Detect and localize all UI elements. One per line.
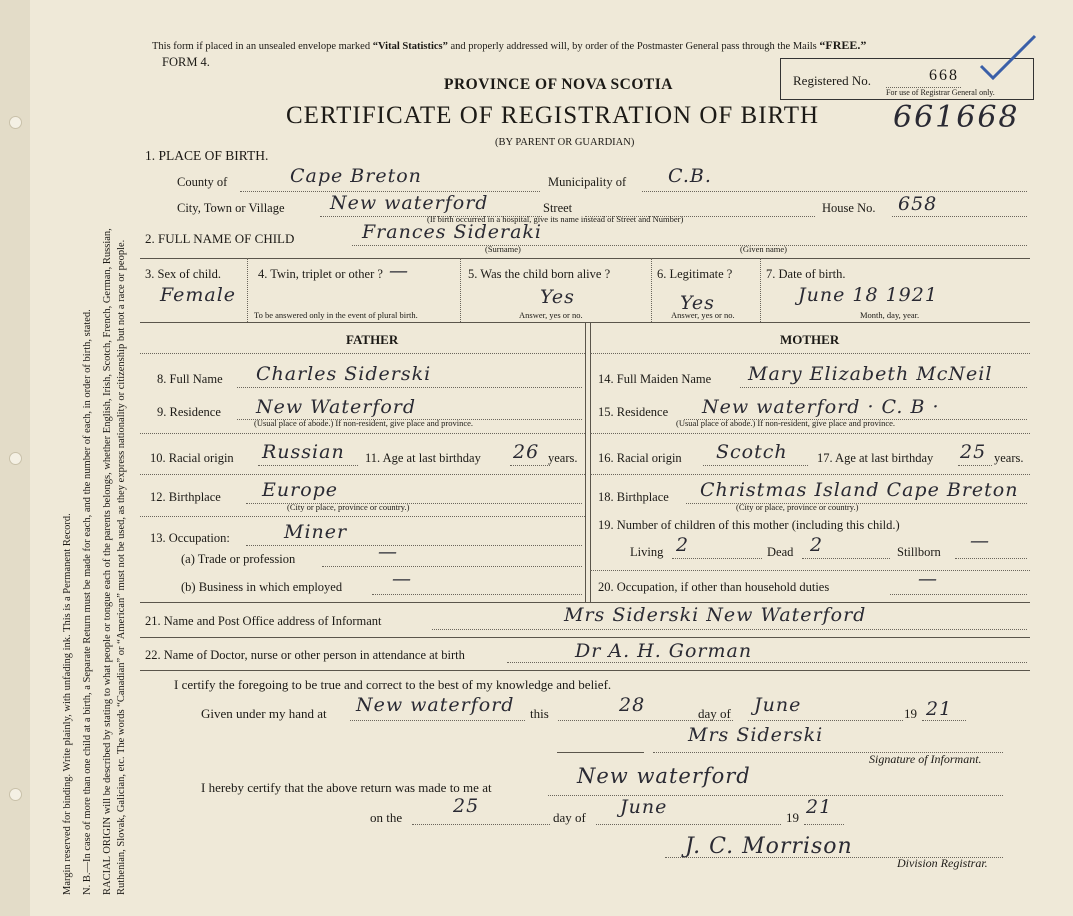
registrar-text: I hereby certify that the above return was made to me at xyxy=(201,780,492,795)
father-race-label: 10. Racial origin xyxy=(150,451,234,465)
mother-residence-value: New waterford · C. B · xyxy=(702,396,940,418)
father-name-label: 8. Full Name xyxy=(157,372,223,386)
business-value: — xyxy=(392,568,412,590)
alive-label: 5. Was the child born alive ? xyxy=(468,267,611,281)
county-label: County of xyxy=(177,175,228,189)
registrar-year-prefix: 19 xyxy=(786,810,799,825)
county-value: Cape Breton xyxy=(290,165,422,187)
year-prefix: 19 xyxy=(904,706,917,721)
mother-heading: MOTHER xyxy=(780,332,840,347)
notice-text-2: and properly addressed will, by order of the Postmaster General pass through the Mails xyxy=(447,41,820,52)
punch-hole xyxy=(9,116,22,129)
subtitle: (BY PARENT OR GUARDIAN) xyxy=(495,137,635,148)
binding-margin xyxy=(0,0,30,916)
doctor-value: Dr A. H. Gorman xyxy=(575,640,753,662)
father-occupation-value: Miner xyxy=(284,521,348,543)
mother-race-label: 16. Racial origin xyxy=(598,451,682,465)
surname-note: (Surname) xyxy=(485,244,521,254)
alive-note: Answer, yes or no. xyxy=(519,310,583,320)
mother-birthplace-label: 18. Birthplace xyxy=(598,490,669,504)
margin-line-1: Margin reserved for binding. Write plainly, with unfading ink. This is a Permanent Record. xyxy=(62,513,73,895)
city-value: New waterford xyxy=(330,192,489,214)
father-age-years: years. xyxy=(548,451,578,465)
margin-line-2: N. B.—In case of more than one child at a birth, a Separate Return must be made for each, and the number of each, in order of birth, stated. xyxy=(82,309,93,895)
mother-age-value: 25 xyxy=(960,441,987,463)
page-title: CERTIFICATE OF REGISTRATION OF BIRTH xyxy=(286,102,820,129)
stillborn-value: — xyxy=(970,530,990,552)
margin-line-4: Ruthenian, Slovak, Galician, etc. The words “Canadian” or “American” must not be used, as they express nationality or citizenship but not a race or people. xyxy=(116,239,127,895)
dob-label: 7. Date of birth. xyxy=(766,267,846,281)
informant-label: 21. Name and Post Office address of Informant xyxy=(145,614,382,628)
registered-note: For use of Registrar General only. xyxy=(886,88,995,97)
this-day-value: 28 xyxy=(619,694,646,716)
on-the-label: on the xyxy=(370,810,403,825)
mother-residence-note: (Usual place of abode.) If non-resident, give place and province. xyxy=(676,418,896,428)
certify-text: I certify the foregoing to be true and correct to the best of my knowledge and belief. xyxy=(174,677,612,692)
dob-value: June 18 1921 xyxy=(798,284,938,306)
father-birthplace-label: 12. Birthplace xyxy=(150,490,221,504)
legitimate-value: Yes xyxy=(680,292,715,314)
dead-value: 2 xyxy=(810,534,824,556)
given-label: Given under my hand at xyxy=(201,706,327,721)
registrar-year-value: 21 xyxy=(806,796,833,818)
notice-quoted: “Vital Statistics” xyxy=(372,41,448,52)
mother-residence-label: 15. Residence xyxy=(598,405,669,419)
sex-label: 3. Sex of child. xyxy=(145,267,222,281)
street-label: Street xyxy=(543,201,573,215)
street-note: (If birth occurred in a hospital, give its name instead of Street and Number) xyxy=(427,214,684,224)
registrar-month-value: June xyxy=(620,796,668,818)
place-heading: 1. PLACE OF BIRTH. xyxy=(145,148,269,163)
living-value: 2 xyxy=(676,534,690,556)
municipality-value: C.B. xyxy=(668,165,712,187)
signature-label: Signature of Informant. xyxy=(869,752,982,766)
father-heading: FATHER xyxy=(346,332,399,347)
day-of-label: day of xyxy=(698,706,731,721)
father-birthplace-note: (City or place, province or country.) xyxy=(287,502,410,512)
house-value: 658 xyxy=(898,193,938,215)
father-name-value: Charles Siderski xyxy=(256,363,432,385)
mother-occupation-value: — xyxy=(918,568,938,590)
province-heading: PROVINCE OF NOVA SCOTIA xyxy=(444,76,673,93)
mail-notice xyxy=(152,38,866,53)
mother-age-label: 17. Age at last birthday xyxy=(817,451,934,465)
father-age-label: 11. Age at last birthday xyxy=(365,451,481,465)
father-residence-value: New Waterford xyxy=(256,396,417,418)
doctor-label: 22. Name of Doctor, nurse or other person in attendance at birth xyxy=(145,648,465,662)
municipality-label: Municipality of xyxy=(548,175,627,189)
registrar-day-of-label: day of xyxy=(553,810,586,825)
trade-value: — xyxy=(378,541,398,563)
father-residence-label: 9. Residence xyxy=(157,405,221,419)
punch-hole xyxy=(9,452,22,465)
registered-label: Registered No. xyxy=(793,73,871,88)
dead-label: Dead xyxy=(767,545,794,559)
registrar-signature: J. C. Morrison xyxy=(685,834,853,859)
punch-hole xyxy=(9,788,22,801)
children-count-label: 19. Number of children of this mother (including this child.) xyxy=(598,518,900,532)
handwritten-number: 661668 xyxy=(893,100,1020,135)
informant-signature: Mrs Siderski xyxy=(688,724,824,746)
father-occupation-label: 13. Occupation: xyxy=(150,531,230,545)
check-mark-icon xyxy=(975,30,1040,85)
registered-number: 668 xyxy=(929,67,959,84)
child-name-value: Frances Sideraki xyxy=(362,221,543,243)
given-name-note: (Given name) xyxy=(740,244,787,254)
registrar-day-value: 25 xyxy=(453,795,480,817)
living-label: Living xyxy=(630,545,664,559)
stillborn-label: Stillborn xyxy=(897,545,941,559)
mother-name-label: 14. Full Maiden Name xyxy=(598,372,712,386)
this-label: this xyxy=(530,706,549,721)
twin-label: 4. Twin, triplet or other ? xyxy=(258,267,383,281)
margin-line-3: RACIAL ORIGIN will be described by stating to what people or tongue each of the parents belongs, whether English, Irish, Scotch, French, German, Russian, xyxy=(102,228,113,895)
legitimate-note: Answer, yes or no. xyxy=(671,310,735,320)
legitimate-label: 6. Legitimate ? xyxy=(657,267,733,281)
father-age-value: 26 xyxy=(513,441,540,463)
twin-note: To be answered only in the event of plural birth. xyxy=(254,310,418,320)
month-value: June xyxy=(754,694,802,716)
mother-race-value: Scotch xyxy=(716,441,788,463)
child-name-label: 2. FULL NAME OF CHILD xyxy=(145,231,295,246)
father-birthplace-value: Europe xyxy=(262,479,339,501)
sex-value: Female xyxy=(160,284,237,306)
informant-value: Mrs Siderski New Waterford xyxy=(564,604,867,626)
mother-age-years: years. xyxy=(994,451,1024,465)
notice-free: “FREE.” xyxy=(819,38,867,52)
house-label: House No. xyxy=(822,201,876,215)
father-residence-note: (Usual place of abode.) If non-resident, give place and province. xyxy=(254,418,474,428)
twin-value: — xyxy=(389,260,409,282)
mother-occupation-label: 20. Occupation, if other than household duties xyxy=(598,580,830,594)
business-label: (b) Business in which employed xyxy=(181,580,343,594)
mother-birthplace-note: (City or place, province or country.) xyxy=(736,502,859,512)
year-value: 21 xyxy=(926,698,953,720)
given-place-value: New waterford xyxy=(356,694,515,716)
father-race-value: Russian xyxy=(262,441,345,463)
mother-birthplace-value: Christmas Island Cape Breton xyxy=(700,479,1019,501)
form-number: FORM 4. xyxy=(162,55,210,69)
registrar-label: Division Registrar. xyxy=(897,856,988,870)
dob-note: Month, day, year. xyxy=(860,310,920,320)
city-label: City, Town or Village xyxy=(177,201,285,215)
notice-text: This form if placed in an unsealed envelope marked xyxy=(152,41,373,52)
alive-value: Yes xyxy=(540,286,575,308)
registrar-place-value: New waterford xyxy=(577,764,751,788)
mother-name-value: Mary Elizabeth McNeil xyxy=(748,363,993,385)
trade-label: (a) Trade or profession xyxy=(181,552,296,566)
